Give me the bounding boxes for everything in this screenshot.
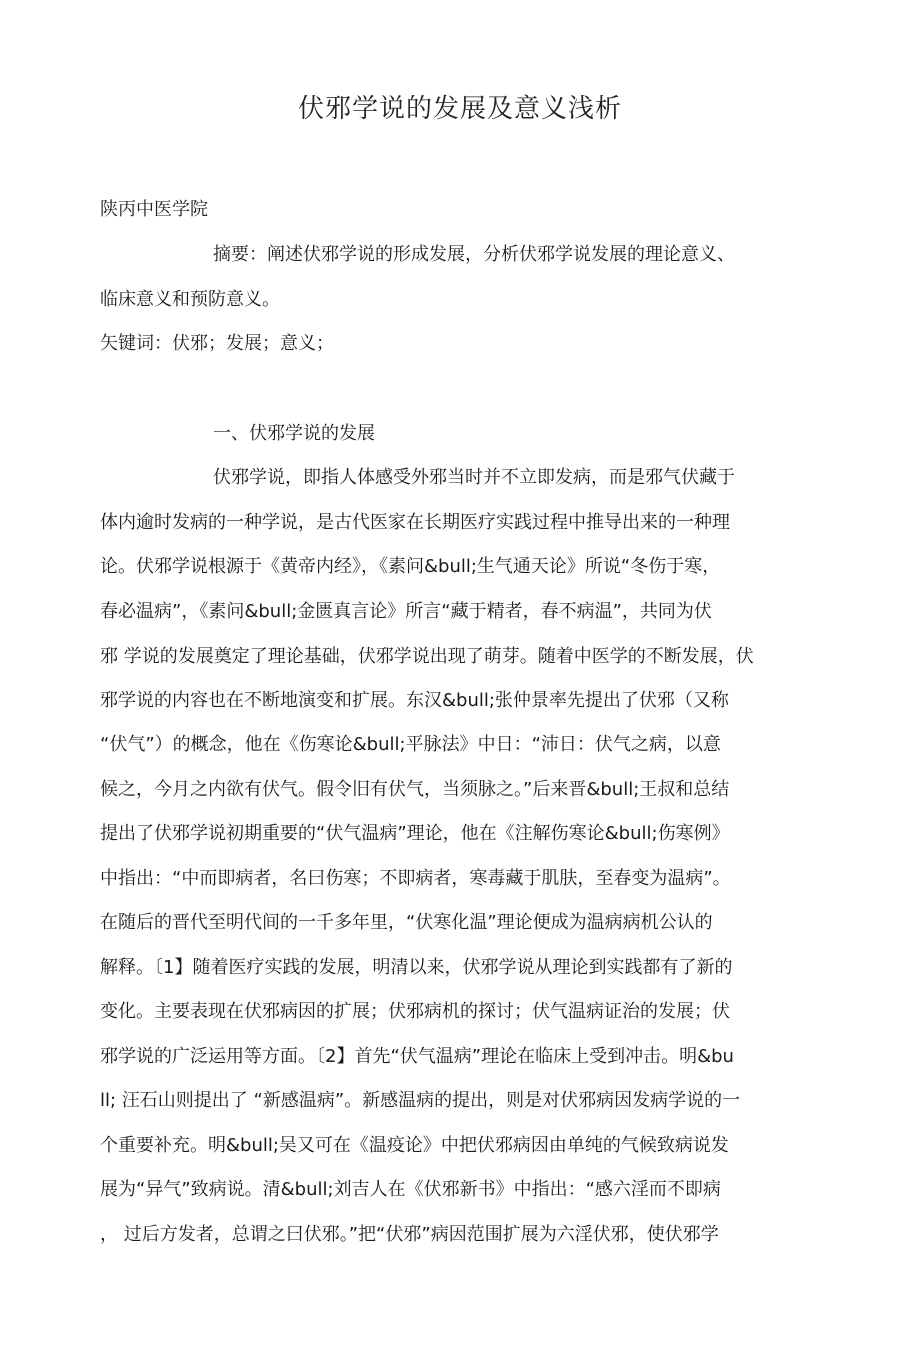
body-line: 论。伏邪学说根源于《黄帝内经》，《素问&bull;生气通天论》所说“冬伤于寒， bbox=[100, 556, 721, 577]
body-line: 邪 学说的发展奠定了理论基础，伏邪学说出现了萌芽。随着中医学的不断发展，伏 bbox=[100, 646, 754, 667]
body-line: 个重要补充。明&bull;吴又可在《温疫论》中把伏邪病因由单纯的气候致病说发 bbox=[100, 1135, 729, 1156]
body-line: 伏邪学说，即指人体感受外邪当时并不立即发病，而是邪气伏藏于 bbox=[213, 467, 735, 488]
body-line: “伏气”）的概念，他在《伤寒论&bull;平脉法》中日：“沛日：伏气之病，以意 bbox=[100, 734, 721, 755]
author-organization: 陕丙中医学院 bbox=[100, 199, 208, 220]
body-line: ， 过后方发者，总谓之曰伏邪。”把“伏邪”病因范围扩展为六淫伏邪，使伏邪学 bbox=[100, 1224, 719, 1245]
body-line: 在随后的晋代至明代间的一千多年里，“伏寒化温”理论便成为温病病机公认的 bbox=[100, 912, 713, 933]
body-line: 中指出：“中而即病者，名曰伤寒；不即病者，寒毒藏于肌肤，至春变为温病”。 bbox=[100, 868, 731, 889]
abstract-line-2: 临床意义和预防意义。 bbox=[100, 289, 280, 310]
body-line: 邪学说的内容也在不断地演变和扩展。东汉&bull;张仲景率先提出了伏邪（又称 bbox=[100, 690, 729, 711]
body-line: 邪学说的广泛运用等方面。〔2】首先“伏气温病”理论在临床上受到冲击。明&bu bbox=[100, 1046, 734, 1067]
body-line: 展为“异气”致病说。清&bull;刘吉人在《伏邪新书》中指出：“感六淫而不即病 bbox=[100, 1179, 721, 1200]
body-line: 候之，今月之内欲有伏气。假令旧有伏气，当须脉之。”后来晋&bull;王叔和总结 bbox=[100, 779, 730, 800]
document-title: 伏邪学说的发展及意义浅析 bbox=[297, 94, 622, 124]
keywords: 矢键词：伏邪；发展；意义； bbox=[100, 333, 334, 354]
body-line: 变化。主要表现在伏邪病因的扩展；伏邪病机的探讨；伏气温病证治的发展；伏 bbox=[100, 1001, 730, 1022]
body-line: 解释。〔1】随着医疗实践的发展，明清以来，伏邪学说从理论到实践都有了新的 bbox=[100, 957, 733, 978]
section-heading: 一、伏邪学说的发展 bbox=[213, 423, 375, 444]
body-line: 提出了伏邪学说初期重要的“伏气温病”理论，他在《注解伤寒论&bull;伤寒例》 bbox=[100, 823, 730, 844]
body-line: ll; 汪石山则提出了 “新感温病”。新感温病的提出，则是对伏邪病因发病学说的一 bbox=[100, 1090, 741, 1111]
body-line: 体内逾时发病的一种学说，是古代医家在长期医疗实践过程中推导出来的一种理 bbox=[100, 512, 730, 533]
body-line: 春必温病”，《素问&bull;金匮真言论》所言“藏于精者，春不病温”，共同为伏 bbox=[100, 601, 712, 622]
abstract-line-1: 摘要：阐述伏邪学说的形成发展，分析伏邪学说发展的理论意义、 bbox=[213, 244, 735, 265]
